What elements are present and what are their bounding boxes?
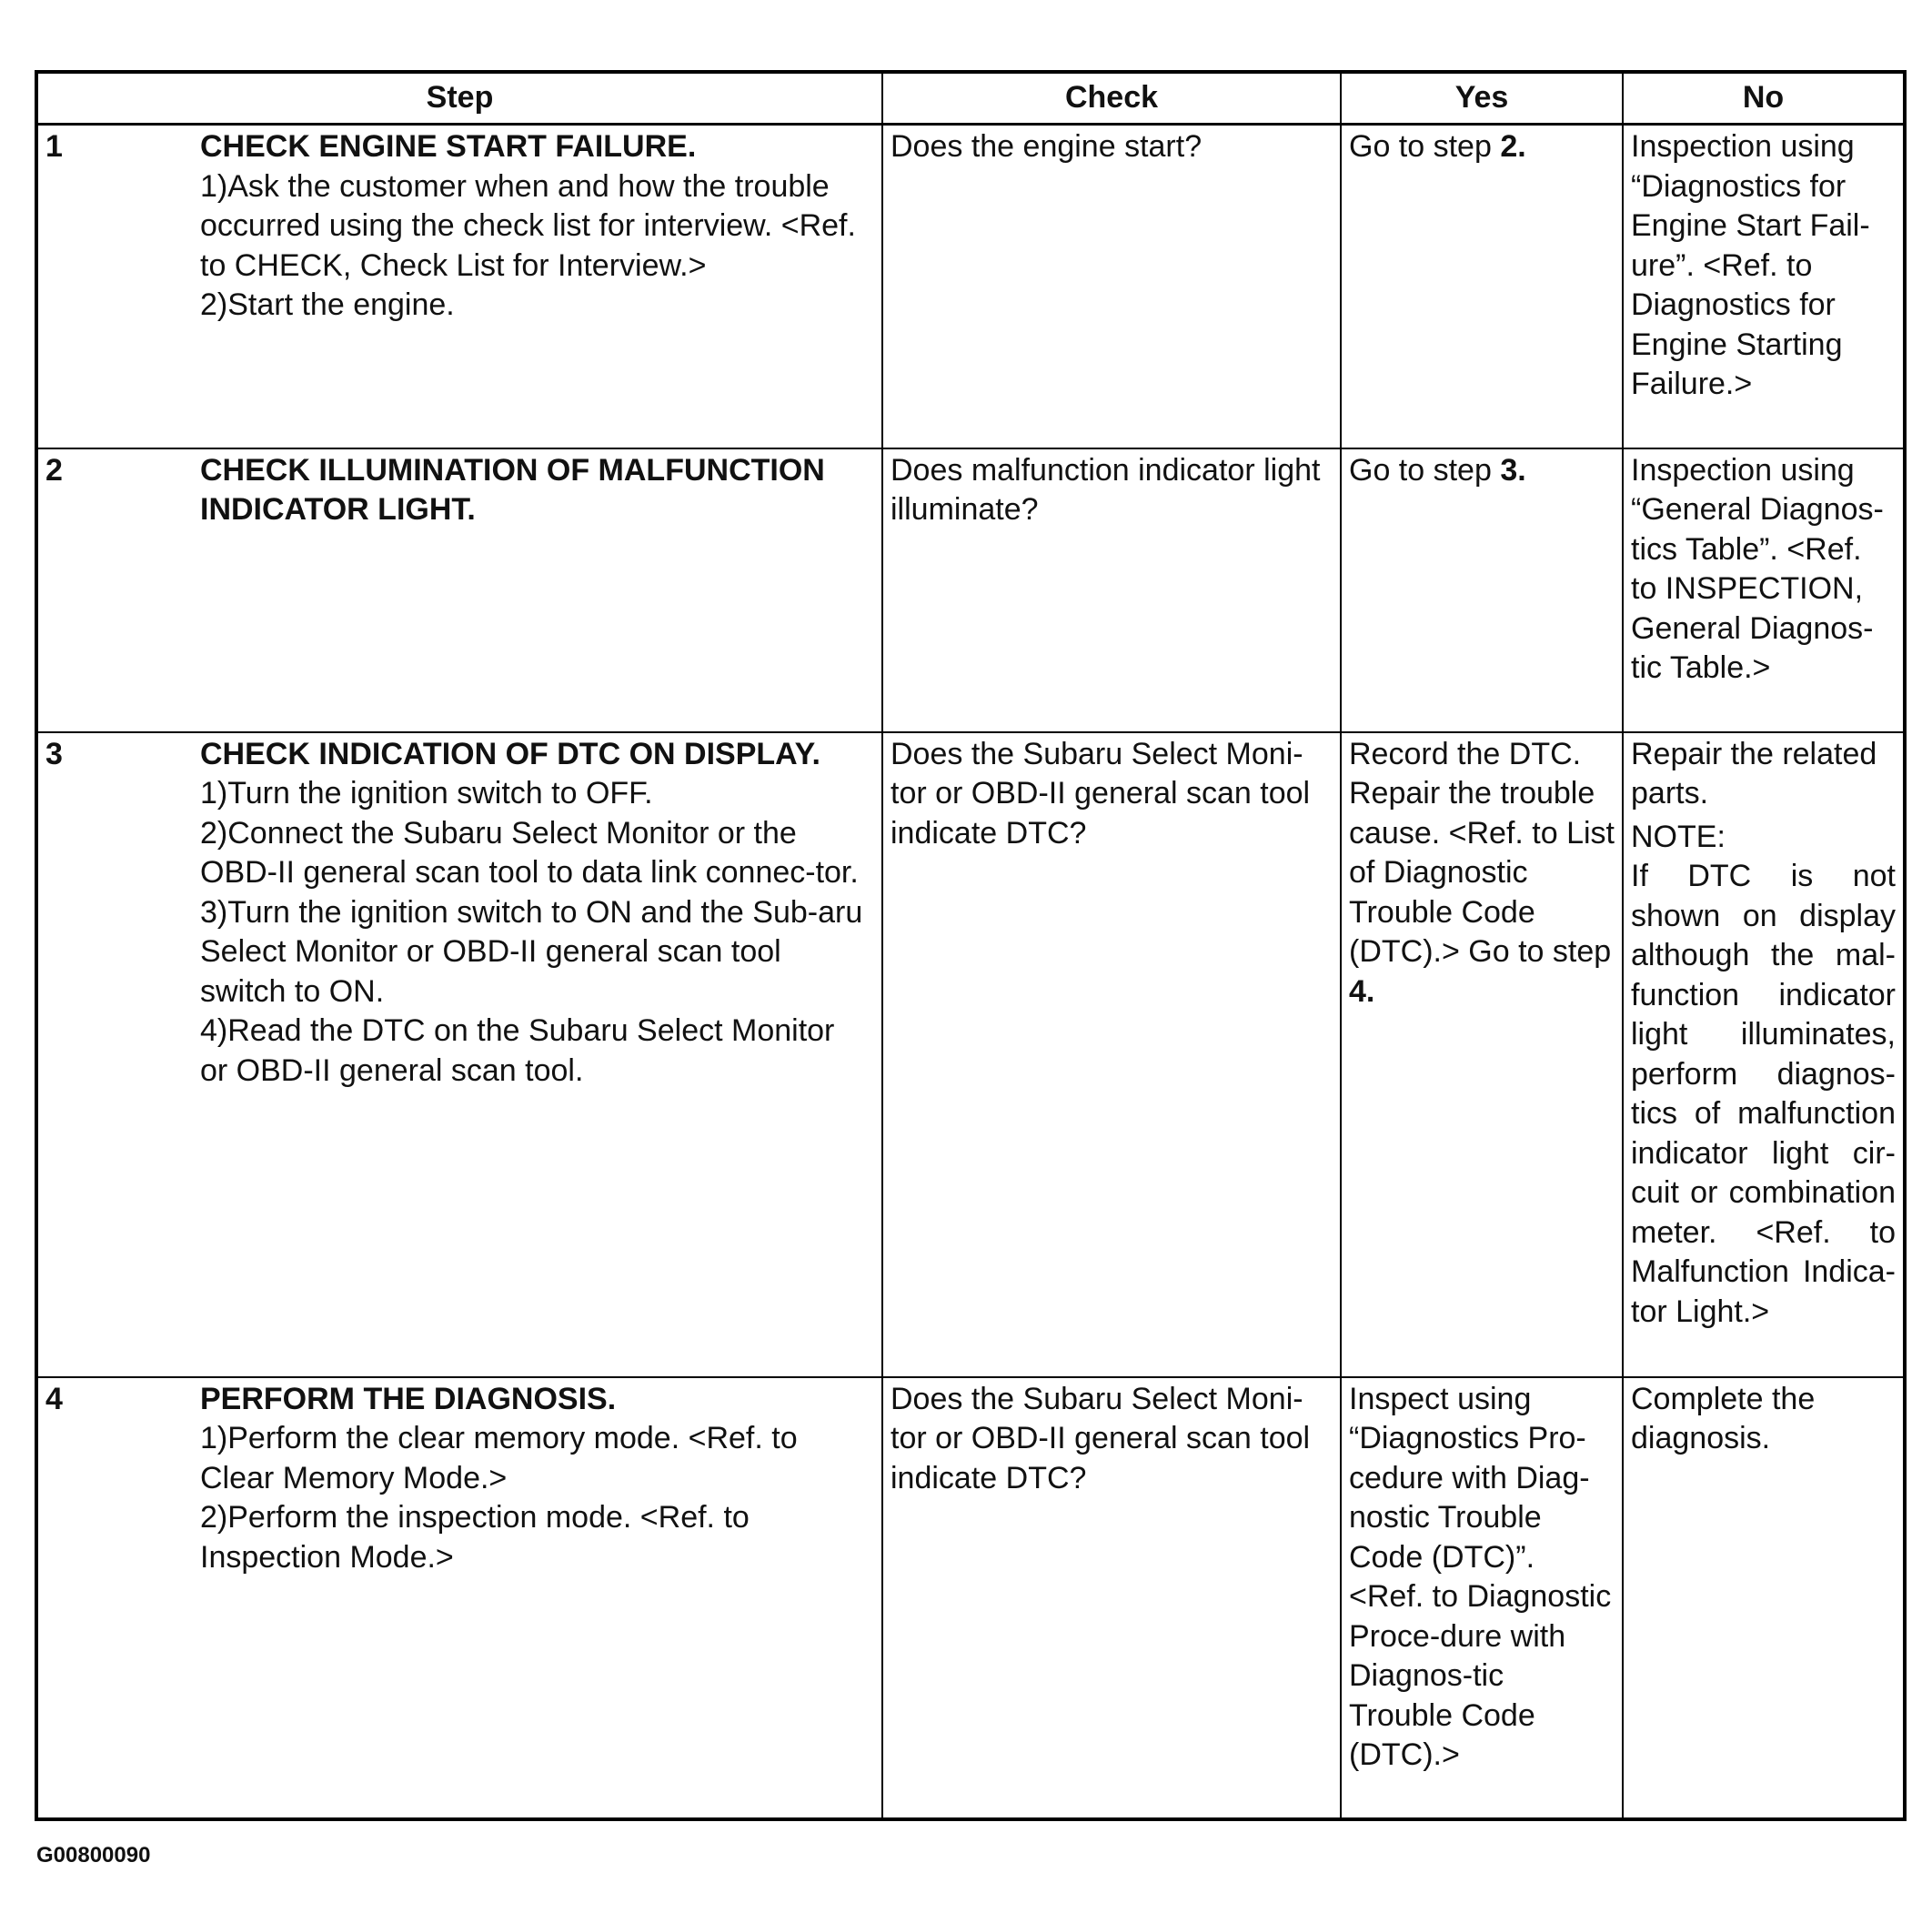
header-check: Check — [882, 72, 1341, 125]
no-text: Inspection using “Diagnostics for Engine Start Fail-ure”. <Ref. to Diagnostics for Engine Starting Failure.> — [1631, 129, 1870, 401]
step-cell — [36, 732, 882, 1377]
step-cell — [36, 125, 882, 448]
yes-cell — [1341, 1377, 1623, 1820]
check-cell — [882, 448, 1341, 732]
substep: 2)Connect the Subaru Select Monitor or the OBD-II general scan tool to data link connec-tor. — [200, 815, 859, 890]
substep: 1)Perform the clear memory mode. <Ref. to Clear Memory Mode.> — [200, 1421, 798, 1495]
substep: 4)Read the DTC on the Subaru Select Monitor or OBD-II general scan tool. — [200, 1013, 835, 1088]
no-cell — [1623, 732, 1905, 1377]
step-number: 3 — [45, 736, 63, 771]
yes-step-ref: 3. — [1500, 452, 1526, 488]
step-title: CHECK ILLUMINATION OF MALFUNCTION INDICATOR LIGHT. — [200, 452, 825, 527]
step-cell — [36, 1377, 882, 1820]
yes-cell — [1341, 448, 1623, 732]
check-cell — [882, 1377, 1341, 1820]
no-text: Repair the related parts. — [1631, 736, 1877, 810]
header-no: No — [1623, 72, 1905, 125]
yes-text: Go to step — [1349, 129, 1501, 164]
yes-cell — [1341, 125, 1623, 448]
check-text: Does malfunction indicator light illuminate? — [891, 452, 1321, 527]
check-cell — [882, 125, 1341, 448]
note-text: If DTC is not shown on display although the mal-function indicator light illuminates, perform diagnos-tics of malfunction indicator light cir-cuit or combination meter. <Ref. to Malfunction Indica-tor Light.> — [1631, 859, 1896, 1329]
step-number: 2 — [45, 452, 63, 488]
table-header-row — [36, 72, 1905, 125]
table-row — [36, 448, 1905, 732]
header-step: Step — [36, 72, 882, 125]
check-cell — [882, 732, 1341, 1377]
no-cell — [1623, 125, 1905, 448]
table-row — [36, 732, 1905, 1377]
yes-text: Inspect using “Diagnostics Pro-cedure with Diag-nostic Trouble Code (DTC)”. <Ref. to Diagnostic Proce-dure with Diagnos-tic Trouble Code (DTC).> — [1349, 1381, 1612, 1772]
table-row — [36, 125, 1905, 448]
yes-text: Record the DTC. Repair the trouble cause. <Ref. to List of Diagnostic Trouble Code (DTC).> Go to step — [1349, 736, 1615, 969]
step-title: PERFORM THE DIAGNOSIS. — [200, 1381, 617, 1416]
diagnostic-table — [35, 70, 1907, 1821]
step-number: 1 — [45, 129, 63, 164]
check-text: Does the Subaru Select Moni-tor or OBD-II general scan tool indicate DTC? — [891, 736, 1311, 851]
header-yes: Yes — [1341, 72, 1623, 125]
document-code: G00800090 — [36, 1843, 151, 1868]
yes-text: Go to step — [1349, 452, 1501, 488]
substep: 2)Perform the inspection mode. <Ref. to Inspection Mode.> — [200, 1500, 750, 1575]
step-title: CHECK INDICATION OF DTC ON DISPLAY. — [200, 736, 820, 771]
substep: 3)Turn the ignition switch to ON and the Sub-aru Select Monitor or OBD-II general scan tool switch to ON. — [200, 894, 863, 1009]
no-cell — [1623, 1377, 1905, 1820]
no-cell — [1623, 448, 1905, 732]
note-label: NOTE: — [1631, 819, 1726, 854]
substep: 1)Turn the ignition switch to OFF. — [200, 776, 653, 810]
yes-cell — [1341, 732, 1623, 1377]
yes-step-ref: 2. — [1500, 129, 1526, 164]
yes-step-ref: 4. — [1349, 973, 1375, 1009]
step-cell — [36, 448, 882, 732]
no-text: Inspection using “General Diagnos-tics Table”. <Ref. to INSPECTION, General Diagnos-tic Table.> — [1631, 452, 1884, 685]
check-text: Does the Subaru Select Moni-tor or OBD-II general scan tool indicate DTC? — [891, 1381, 1311, 1495]
no-text: Complete the diagnosis. — [1631, 1381, 1816, 1455]
substep: 1)Ask the customer when and how the trouble occurred using the check list for interview. <Ref. to CHECK, Check List for Interview.> — [200, 168, 856, 283]
table-row — [36, 1377, 1905, 1820]
step-number: 4 — [45, 1381, 63, 1416]
substep: 2)Start the engine. — [200, 287, 455, 322]
check-text: Does the engine start? — [891, 129, 1202, 164]
step-title: CHECK ENGINE START FAILURE. — [200, 129, 697, 164]
